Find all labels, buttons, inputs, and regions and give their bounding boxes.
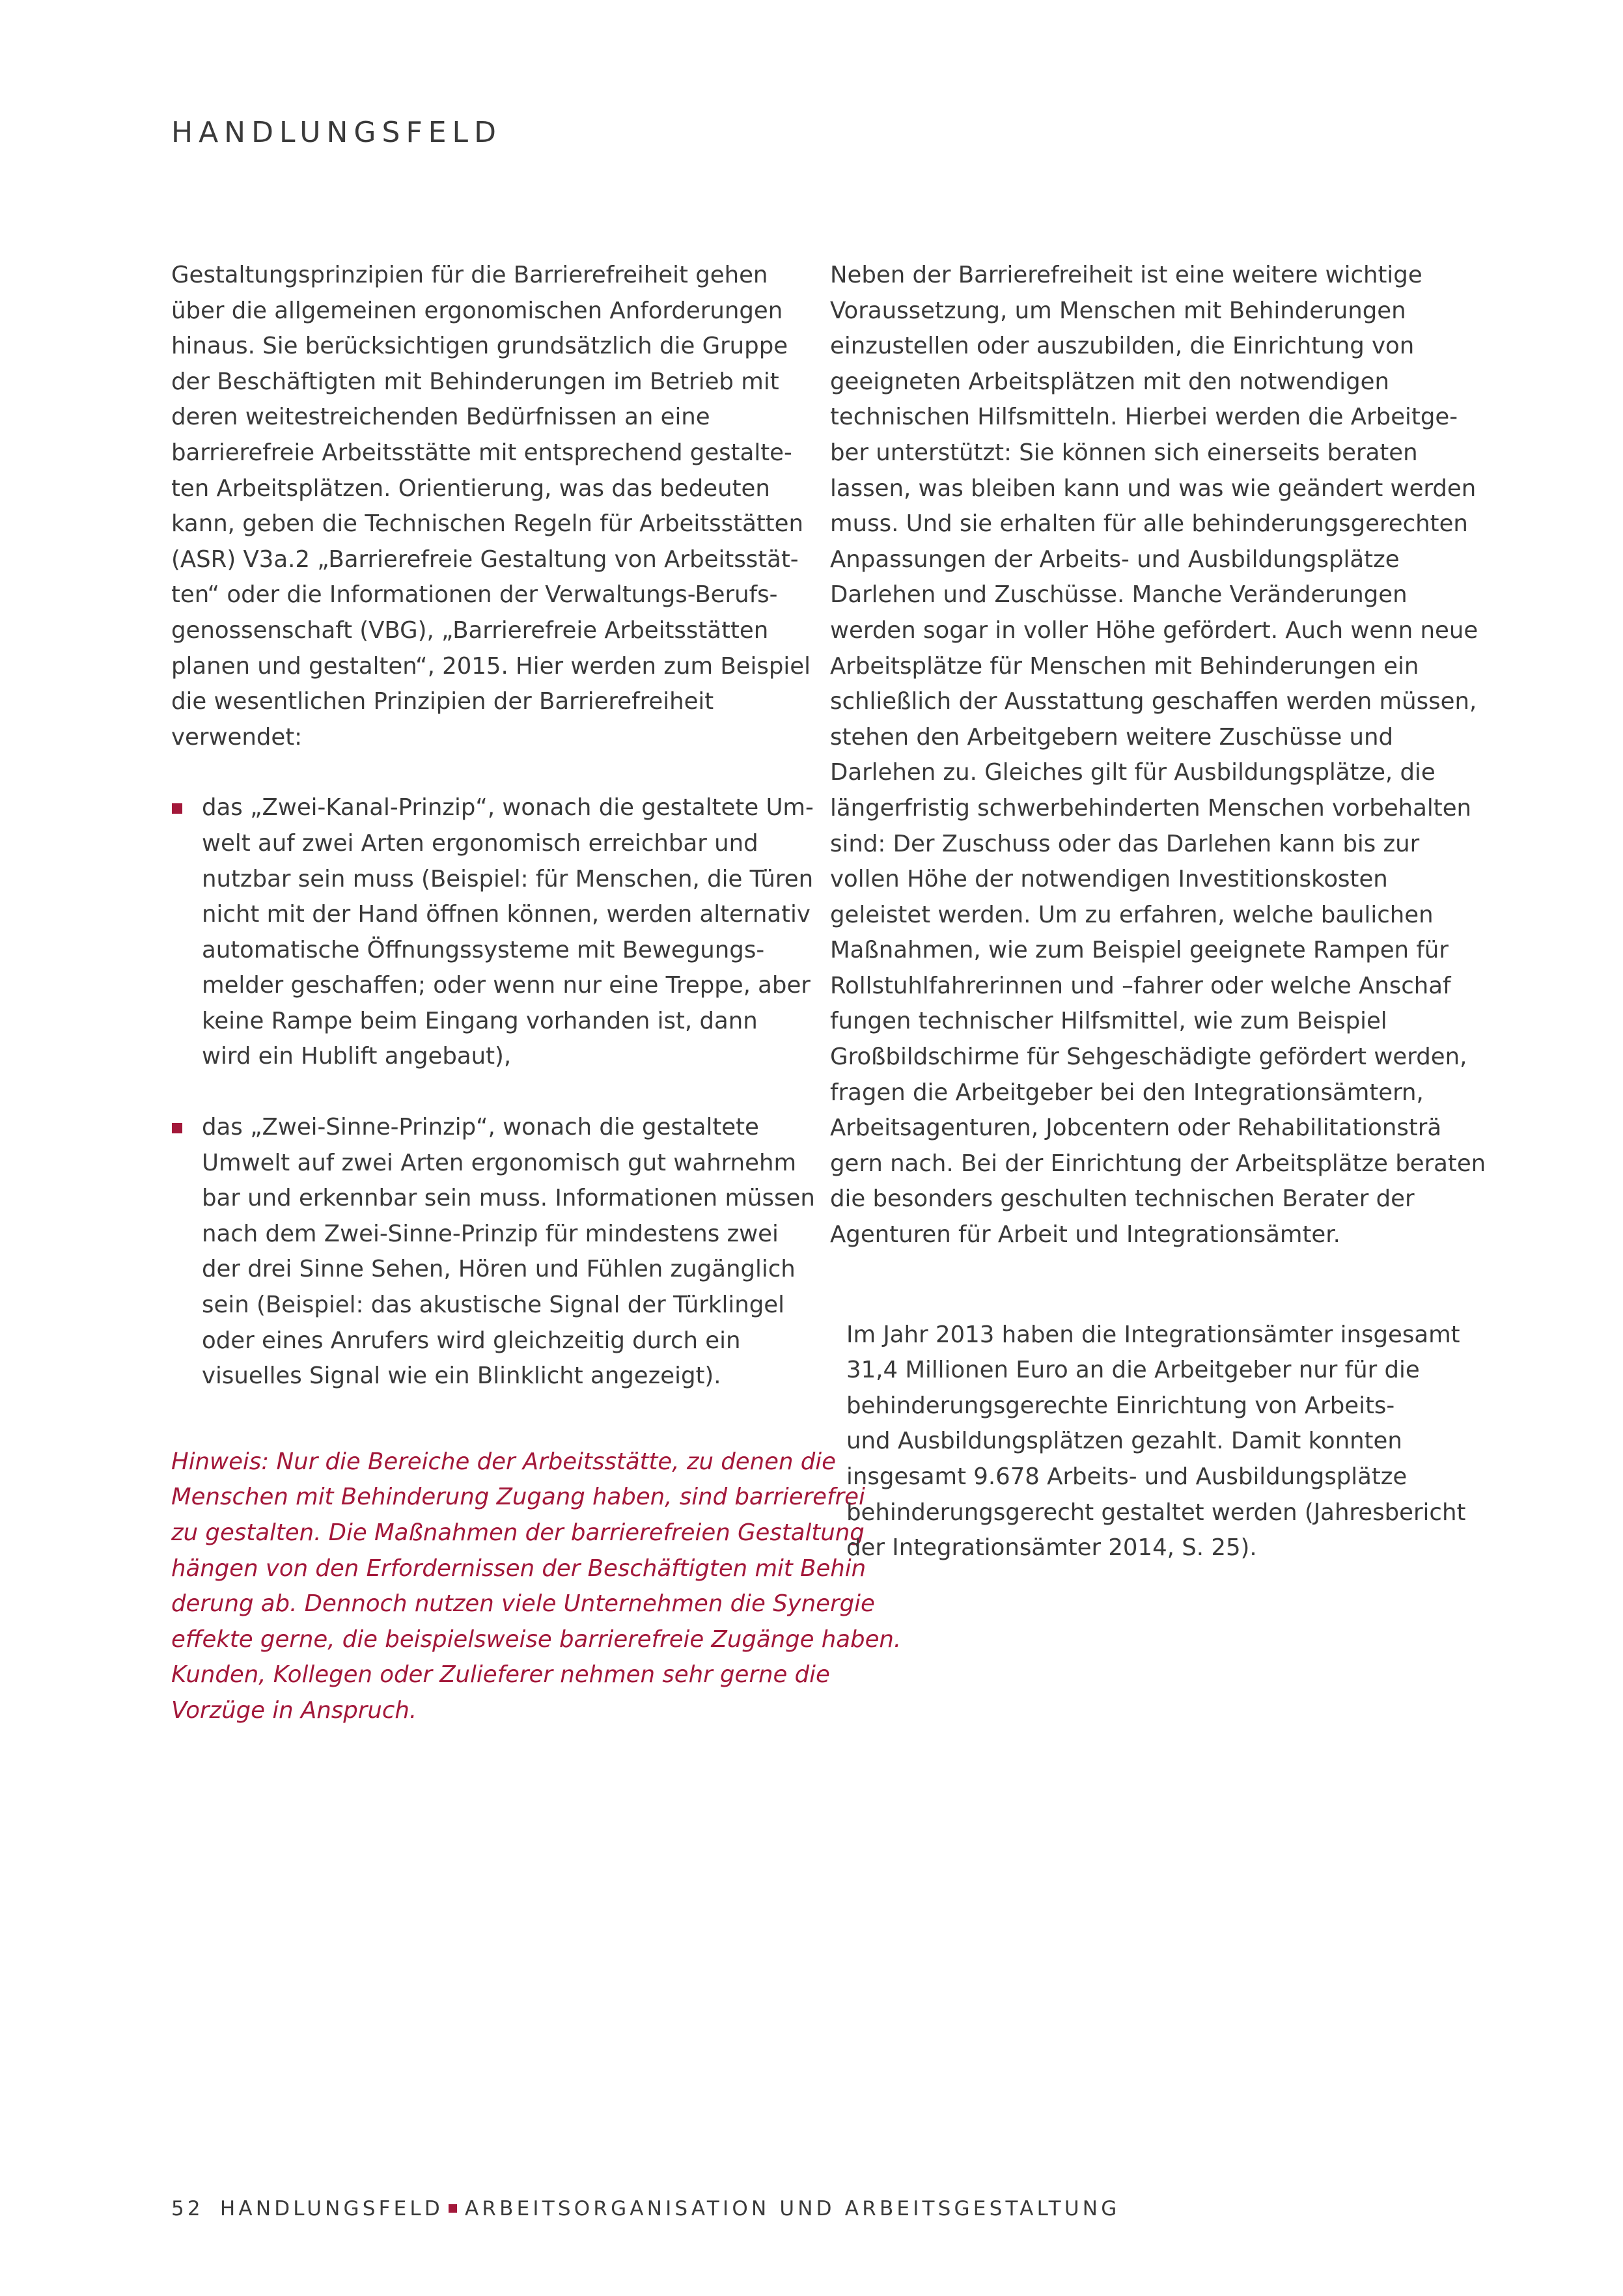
text-line: ber unterstützt: Sie können sich einerseits beraten (830, 439, 1418, 466)
text-line: verwendet: (171, 723, 303, 751)
text-line: nach dem Zwei-Sinne-Prinzip für mindestens zwei (202, 1220, 779, 1247)
main-paragraph (830, 258, 1486, 1253)
text-line: Rollstuhlfahrerinnen und –fahrer oder welche Anschaf (830, 972, 1451, 999)
text-line: längerfristig schwerbehinderten Menschen vorbehalten (830, 794, 1472, 822)
text-line: technischen Hilfsmitteln. Hierbei werden die Arbeitge- (830, 404, 1458, 431)
text-line: (ASR) V3a.2 „Barrierefreie Gestaltung von Arbeitsstät- (171, 546, 799, 573)
text-line: vollen Höhe der notwendigen Investitionskosten (830, 866, 1388, 893)
text-line: der drei Sinne Sehen, Hören und Fühlen zugänglich (202, 1256, 796, 1283)
text-line: geeigneten Arbeitsplätzen mit den notwendigen (830, 368, 1389, 395)
text-line: hängen von den Erfordernissen der Beschäftigten mit Behin (171, 1555, 867, 1582)
text-line: planen und gestalten“, 2015. Hier werden zum Beispiel (171, 652, 811, 680)
text-line: hinaus. Sie berücksichtigen grundsätzlich die Gruppe (171, 333, 788, 360)
text-line: Agenturen für Arbeit und Integrationsämter. (830, 1221, 1340, 1249)
text-line: einzustellen oder auszubilden, die Einrichtung von (830, 333, 1415, 360)
text-line: welt auf zwei Arten ergonomisch erreichbar und (202, 829, 758, 857)
text-line: ten“ oder die Informationen der Verwaltungs-Berufs- (171, 581, 778, 609)
page-footer (171, 2197, 1120, 2220)
text-line: automatische Öffnungssysteme mit Bewegungs- (202, 936, 765, 963)
text-line: der Beschäftigten mit Behinderungen im Betrieb mit (171, 368, 779, 395)
square-bullet-icon (172, 803, 182, 814)
text-line: die besonders geschulten technischen Berater der (830, 1185, 1415, 1213)
principles-list (171, 790, 815, 1394)
text-line: Darlehen zu. Gleiches gilt für Ausbildungsplätze, die (830, 759, 1436, 786)
left-column (171, 258, 902, 1729)
text-line: und Ausbildungsplätzen gezahlt. Damit konnten (846, 1428, 1402, 1455)
text-line: lassen, was bleiben kann und was wie geändert werden (830, 475, 1477, 502)
text-line: die wesentlichen Prinzipien der Barrierefreiheit (171, 688, 714, 715)
text-line: fragen die Arbeitgeber bei den Integrationsämtern, (830, 1079, 1424, 1106)
text-line: muss. Und sie erhalten für alle behinderungsgerechten (830, 510, 1468, 538)
text-line: effekte gerne, die beispielsweise barrierefreie Zugänge haben. (171, 1625, 902, 1653)
text-line: ten Arbeitsplätzen. Orientierung, was das bedeuten (171, 475, 770, 502)
text-line: der Integrationsämter 2014, S. 25). (846, 1534, 1257, 1562)
text-line: Voraussetzung, um Menschen mit Behinderungen (830, 297, 1406, 324)
square-bullet-icon (172, 1123, 182, 1133)
text-line: derung ab. Dennoch nutzen viele Unternehmen die Synergie (171, 1590, 875, 1618)
right-column (830, 258, 1486, 1566)
text-line: Neben der Barrierefreiheit ist eine weitere wichtige (830, 262, 1422, 288)
text-line: Hinweis: Nur die Bereiche der Arbeitsstätte, zu denen die (171, 1448, 836, 1475)
text-line: stehen den Arbeitgebern weitere Zuschüsse und (830, 723, 1394, 751)
text-line: gern nach. Bei der Einrichtung der Arbeitsplätze beraten (830, 1150, 1486, 1177)
text-line: Umwelt auf zwei Arten ergonomisch gut wahrnehm (202, 1149, 797, 1176)
text-line: geleistet werden. Um zu erfahren, welche baulichen (830, 901, 1434, 928)
list-item (171, 1110, 815, 1394)
footer-section: HANDLUNGSFELD (219, 2197, 443, 2220)
statistics-box (830, 1318, 1475, 1566)
list-item (171, 790, 814, 1075)
hint-note (171, 1445, 902, 1729)
text-line: Kunden, Kollegen oder Zulieferer nehmen sehr gerne die (171, 1661, 830, 1689)
text-line: Vorzüge in Anspruch. (171, 1696, 417, 1724)
page-number: 52 (171, 2197, 204, 2220)
text-line: über die allgemeinen ergonomischen Anforderungen (171, 297, 783, 324)
text-line: Gestaltungsprinzipien für die Barrierefreiheit gehen (171, 262, 768, 288)
text-line: Anpassungen der Arbeits- und Ausbildungsplätze (830, 546, 1400, 573)
text-line: genossenschaft (VBG), „Barrierefreie Arbeitsstätten (171, 616, 769, 644)
text-line: sein (Beispiel: das akustische Signal der Türklingel (202, 1292, 784, 1319)
text-line: nutzbar sein muss (Beispiel: für Menschen, die Türen (202, 865, 814, 892)
text-line: fungen technischer Hilfsmittel, wie zum Beispiel (830, 1008, 1387, 1035)
text-line: kann, geben die Technischen Regeln für Arbeitsstätten (171, 510, 804, 538)
text-line: Menschen mit Behinderung Zugang haben, sind barrierefrei (171, 1484, 865, 1511)
text-line: werden sogar in voller Höhe gefördert. Auch wenn neue (830, 616, 1478, 644)
text-line: keine Rampe beim Eingang vorhanden ist, dann (202, 1007, 758, 1034)
text-line: nicht mit der Hand öffnen können, werden alternativ (202, 901, 811, 928)
text-line: behinderungsgerechte Einrichtung von Arbeits- (846, 1392, 1395, 1419)
text-line: wird ein Hublift angebaut), (202, 1043, 512, 1070)
text-line: bar und erkennbar sein muss. Informationen müssen (202, 1185, 815, 1212)
text-line: behinderungsgerecht gestaltet werden (Jahresbericht (846, 1499, 1466, 1526)
footer-chapter: ARBEITSORGANISATION UND ARBEITSGESTALTUNG (464, 2197, 1120, 2220)
page-header: HANDLUNGSFELD (171, 116, 502, 149)
text-line: Im Jahr 2013 haben die Integrationsämter insgesamt (846, 1321, 1460, 1348)
text-line: deren weitestreichenden Bedürfnissen an eine (171, 404, 710, 431)
text-line: melder geschaffen; oder wenn nur eine Treppe, aber (202, 972, 811, 999)
text-line: Maßnahmen, wie zum Beispiel geeignete Rampen für (830, 937, 1449, 964)
text-line: Arbeitsplätze für Menschen mit Behinderungen ein (830, 652, 1419, 680)
text-line: das „Zwei-Kanal-Prinzip“, wonach die gestaltete Um- (202, 794, 814, 822)
intro-paragraph (171, 258, 811, 755)
text-line: oder eines Anrufers wird gleichzeitig durch ein (202, 1327, 741, 1354)
text-line: insgesamt 9.678 Arbeits- und Ausbildungsplätze (846, 1463, 1408, 1490)
text-line: barrierefreie Arbeitsstätte mit entsprechend gestalte- (171, 439, 792, 466)
text-line: zu gestalten. Die Maßnahmen der barrierefreien Gestaltung (171, 1519, 865, 1546)
text-line: visuelles Signal wie ein Blinklicht angezeigt). (202, 1362, 721, 1390)
text-line: sind: Der Zuschuss oder das Darlehen kann bis zur (830, 830, 1420, 857)
text-line: Großbildschirme für Sehgeschädigte gefördert werden, (830, 1044, 1467, 1071)
text-line: das „Zwei-Sinne-Prinzip“, wonach die gestaltete (202, 1114, 759, 1141)
text-line: 31,4 Millionen Euro an die Arbeitgeber nur für die (846, 1357, 1420, 1384)
text-line: Darlehen und Zuschüsse. Manche Veränderungen (830, 581, 1408, 609)
text-line: Arbeitsagenturen, Jobcentern oder Rehabilitationsträ (830, 1114, 1442, 1142)
square-separator-icon (449, 2204, 457, 2213)
text-line: schließlich der Ausstattung geschaffen werden müssen, (830, 688, 1477, 715)
